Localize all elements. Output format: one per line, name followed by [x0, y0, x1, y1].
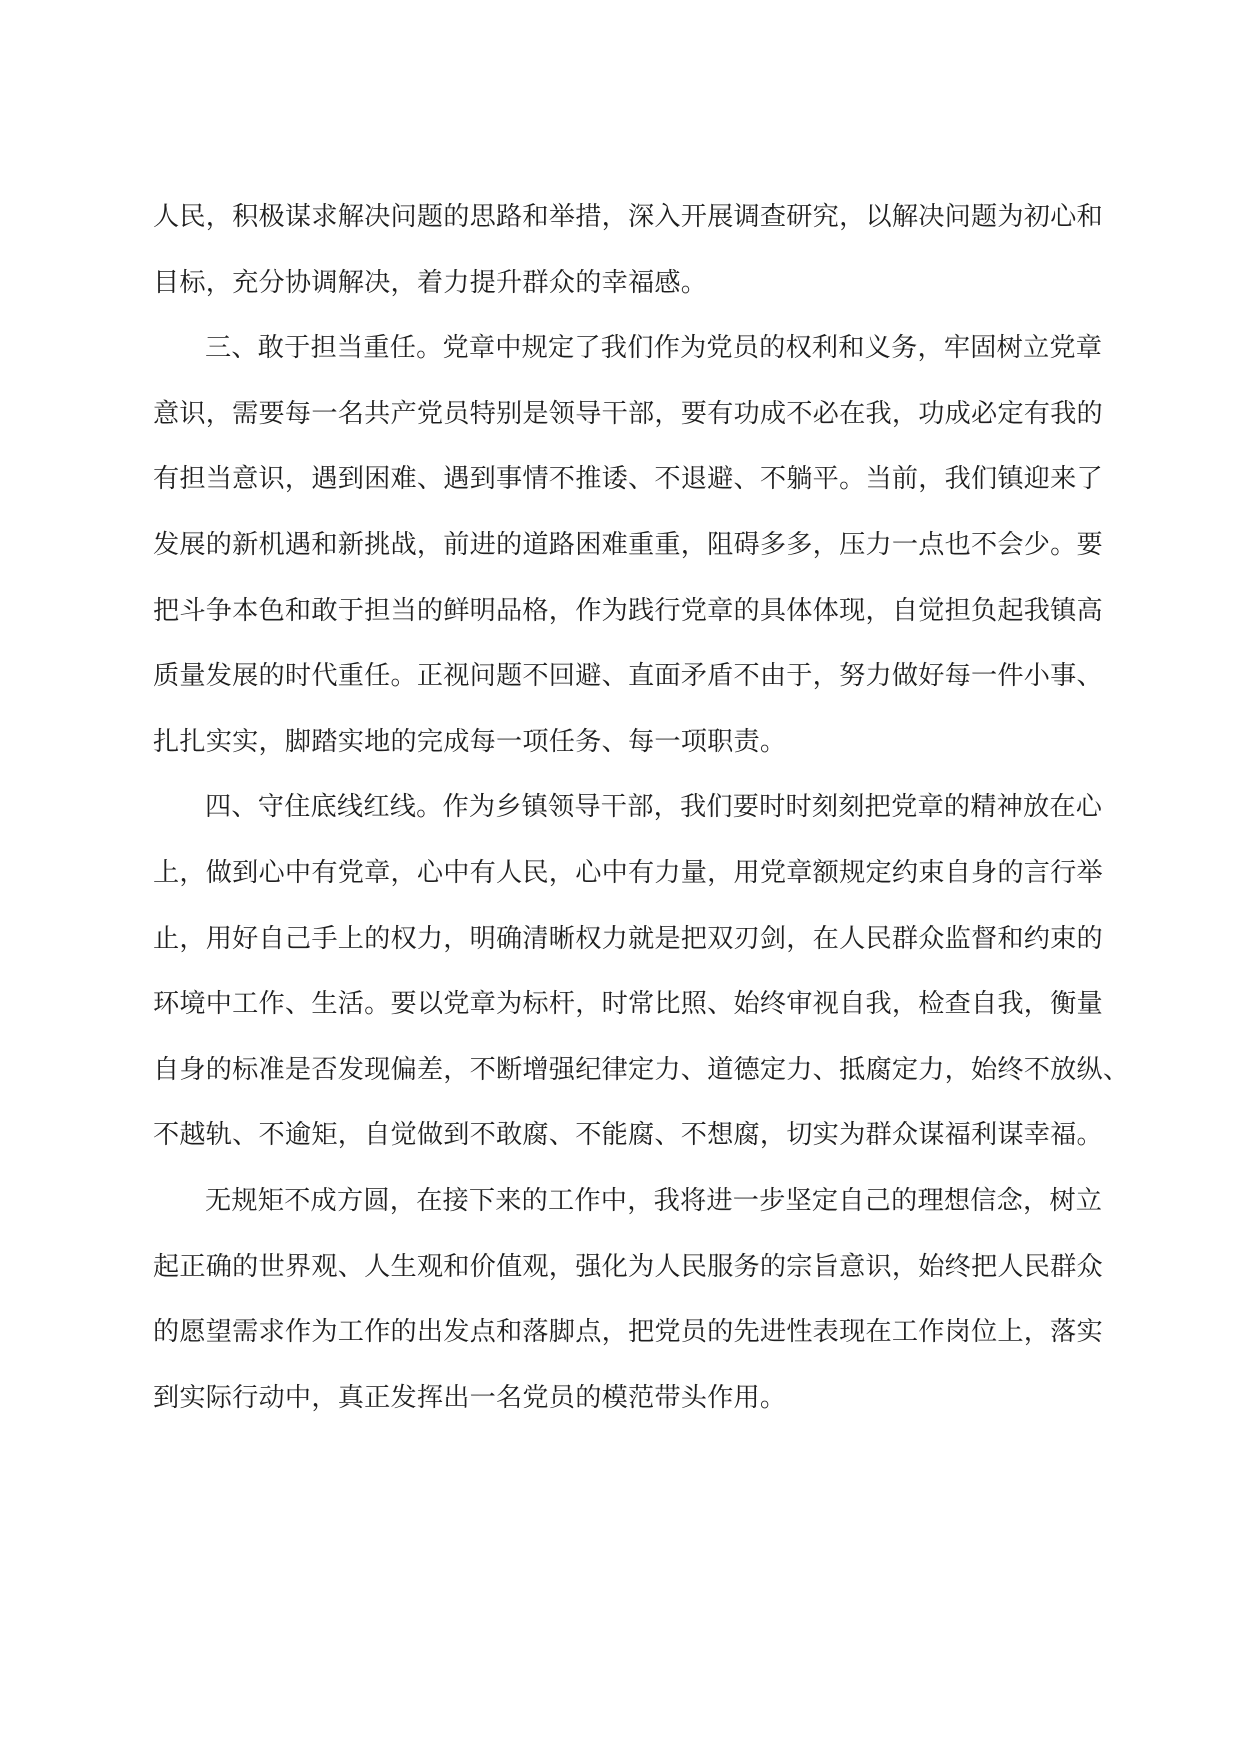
- text-line: 到实际行动中，真正发挥出一名党员的模范带头作用。: [153, 1382, 787, 1413]
- text-line: 自身的标准是否发现偏差，不断增强纪律定力、道德定力、抵腐定力，始终不放纵、: [153, 1054, 1130, 1085]
- text-line: 把斗争本色和敢于担当的鲜明品格，作为践行党章的具体体现，自觉担负起我镇高: [153, 595, 1103, 626]
- paragraph-hold-bottom-line: [153, 775, 1130, 1169]
- text-line: 环境中工作、生活。要以党章为标杆，时常比照、始终审视自我，检查自我，衡量: [153, 989, 1103, 1020]
- text-line: 无规矩不成方圆，在接下来的工作中，我将进一步坚定自己的理想信念，树立: [205, 1185, 1103, 1216]
- text-line: 三、敢于担当重任。党章中规定了我们作为党员的权利和义务，牢固树立党章: [205, 333, 1103, 364]
- text-line: 发展的新机遇和新挑战，前进的道路困难重重，阻碍多多，压力一点也不会少。要: [153, 529, 1103, 560]
- text-line: 有担当意识，遇到困难、遇到事情不推诿、不退避、不躺平。当前，我们镇迎来了: [153, 464, 1103, 495]
- paragraph-take-responsibility: [153, 316, 1103, 775]
- paragraph-continuation: [153, 185, 1103, 316]
- paragraph-conclusion: [153, 1169, 1103, 1431]
- text-line: 意识，需要每一名共产党员特别是领导干部，要有功成不必在我，功成必定有我的: [153, 398, 1103, 429]
- text-line: 质量发展的时代重任。正视问题不回避、直面矛盾不由于，努力做好每一件小事、: [153, 661, 1103, 692]
- text-line: 人民，积极谋求解决问题的思路和举措，深入开展调查研究，以解决问题为初心和: [153, 202, 1103, 232]
- document-body: [153, 185, 1130, 1431]
- text-line: 止，用好自己手上的权力，明确清晰权力就是把双刃剑，在人民群众监督和约束的: [153, 923, 1103, 954]
- text-line: 上，做到心中有党章，心中有人民，心中有力量，用党章额规定约束自身的言行举: [153, 857, 1103, 888]
- text-line: 扎扎实实，脚踏实地的完成每一项任务、每一项职责。: [153, 726, 787, 757]
- text-line: 四、守住底线红线。作为乡镇领导干部，我们要时时刻刻把党章的精神放在心: [205, 792, 1103, 823]
- text-line: 起正确的世界观、人生观和价值观，强化为人民服务的宗旨意识，始终把人民群众: [153, 1251, 1103, 1282]
- text-line: 的愿望需求作为工作的出发点和落脚点，把党员的先进性表现在工作岗位上，落实: [153, 1317, 1103, 1348]
- text-line: 目标，充分协调解决，着力提升群众的幸福感。: [153, 267, 708, 298]
- text-line: 不越轨、不逾矩，自觉做到不敢腐、不能腐、不想腐，切实为群众谋福利谋幸福。: [153, 1120, 1103, 1151]
